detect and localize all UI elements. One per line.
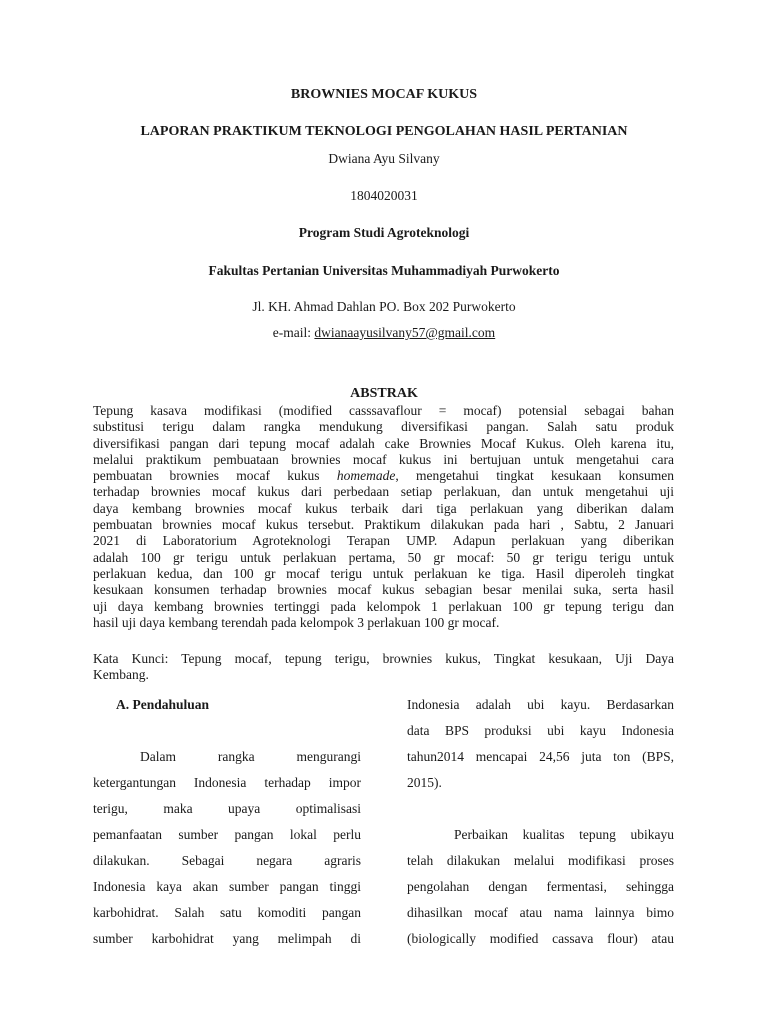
- abstract-line: hasil uji daya kembang terendah pada kelompok 3 perlakuan 100 gr mocaf.: [93, 614, 500, 630]
- body-line: sumber karbohidrat yang melimpah di: [93, 931, 361, 946]
- abstract-line: kesukaan konsumen terhadap brownies mocaf kukus sebagian besar menilai suka, serta hasil: [93, 582, 674, 598]
- blank-line: [407, 796, 674, 822]
- abstract-line: substitusi terigu dalam rangka mendukung diversifikasi pangan. Salah satu produk: [93, 419, 674, 435]
- keywords-line: Kata Kunci: Tepung mocaf, tepung terigu, brownies kukus, Tingkat kesukaan, Uji Daya: [93, 651, 674, 666]
- body-line: ketergantungan Indonesia terhadap impor: [93, 775, 361, 790]
- body-line: terigu, maka upaya optimalisasi: [93, 801, 361, 816]
- body-line: Dalam rangka mengurangi: [140, 749, 361, 764]
- abstract-line-part: , mengetahui tingkat kesukaan konsumen: [395, 468, 675, 484]
- body-line: pengolahan dengan fermentasi, sehingga: [407, 879, 674, 894]
- body-line: tahun2014 mencapai 24,56 juta ton (BPS,: [407, 749, 674, 764]
- author-name: Dwiana Ayu Silvany: [328, 151, 440, 166]
- left-column: [93, 692, 361, 952]
- student-id: 1804020031: [350, 188, 418, 203]
- abstract-line: 2021 di Laboratorium Agroteknologi Terapan UMP. Adapun perlakuan yang diberikan: [93, 533, 674, 549]
- body-line: pemanfaatan sumber pangan lokal perlu: [93, 827, 361, 842]
- abstract-line-part: pembuatan brownies mocaf kukus: [93, 468, 337, 484]
- abstract-line: perlakuan kedua, dan 100 gr mocaf terigu untuk perlakuan ke tiga. Hasil diperoleh tingkat: [93, 565, 674, 581]
- abstract-line: [93, 468, 674, 484]
- email-label: e-mail:: [272, 325, 312, 340]
- email-link[interactable]: dwianaayusilvany57@gmail.com: [314, 325, 496, 340]
- body-line: dilakukan. Sebagai negara agraris: [93, 853, 361, 868]
- report-title: LAPORAN PRAKTIKUM TEKNOLOGI PENGOLAHAN HASIL PERTANIAN: [140, 124, 628, 139]
- blank-line: [93, 718, 361, 744]
- abstract-line: daya kembang brownies mocaf kukus terbaik dari tiga perlakuan yang diberikan dalam: [93, 500, 674, 516]
- body-line: data BPS produksi ubi kayu Indonesia: [407, 723, 674, 738]
- abstract-line: diversifikasi pangan dari tepung mocaf adalah cake Brownies Mocaf Kukus. Oleh karena itu,: [93, 435, 674, 451]
- body-line: Indonesia kaya akan sumber pangan tinggi: [93, 879, 361, 894]
- body-line: telah dilakukan melalui modifikasi proses: [407, 853, 674, 868]
- body-line: (biologically modified cassava flour) atau: [407, 931, 674, 946]
- abstract-heading: ABSTRAK: [350, 386, 418, 401]
- keywords-line: Kembang.: [93, 667, 149, 683]
- faculty-name: Fakultas Pertanian Universitas Muhammadiyah Purwokerto: [208, 263, 560, 278]
- body-line: dihasilkan mocaf atau nama lainnya bimo: [407, 905, 674, 920]
- paper-title: BROWNIES MOCAF KUKUS: [290, 87, 478, 102]
- body-line: Perbaikan kualitas tepung ubikayu: [454, 827, 674, 842]
- section-heading: A. Pendahuluan: [116, 697, 210, 712]
- abstract-body: [93, 403, 674, 631]
- right-column: [407, 692, 674, 952]
- abstract-line: Tepung kasava modifikasi (modified casssavaflour = mocaf) potensial sebagai bahan: [93, 403, 674, 418]
- abstract-line: pembuatan brownies mocaf kukus tersebut. Praktikum dilakukan pada hari , Sabtu, 2 Januari: [93, 517, 674, 533]
- abstract-line: melalui praktikum pembuataan brownies mocaf kukus ini bertujuan untuk mengetahui cara: [93, 451, 674, 467]
- body-line: karbohidrat. Salah satu komoditi pangan: [93, 905, 361, 920]
- abstract-line: adalah 100 gr terigu untuk perlakuan pertama, 50 gr mocaf: 50 gr terigu terigu untuk: [93, 549, 674, 565]
- keywords: [93, 651, 674, 684]
- body-line: Indonesia adalah ubi kayu. Berdasarkan: [407, 697, 674, 712]
- body-line: 2015).: [407, 775, 442, 790]
- abstract-line: terhadap brownies mocaf kukus dari perbedaan setiap perlakuan, dan untuk mengetahui uji: [93, 484, 674, 500]
- email-line: [0, 325, 768, 341]
- study-program: Program Studi Agroteknologi: [298, 225, 470, 240]
- address: Jl. KH. Ahmad Dahlan PO. Box 202 Purwokerto: [252, 299, 516, 314]
- abstract-italic-word: homemade: [336, 468, 396, 484]
- abstract-line: uji daya kembang brownies tertinggi pada kelompok 1 perlakuan 100 gr tepung terigu dan: [93, 598, 674, 614]
